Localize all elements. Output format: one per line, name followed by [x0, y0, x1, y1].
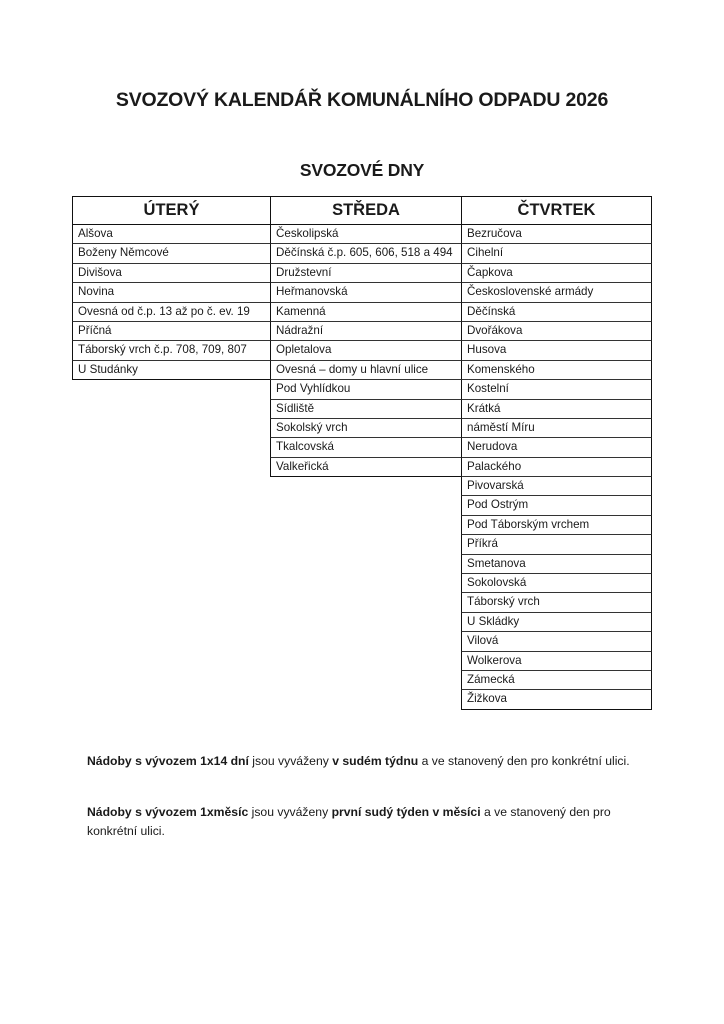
column-header: ÚTERÝ: [72, 196, 271, 225]
column-header: ČTVRTEK: [461, 196, 652, 225]
day-column-uteri: [72, 196, 271, 380]
section-title: SVOZOVÉ DNY: [299, 160, 425, 180]
street-cell: Heřmanovská: [270, 283, 462, 302]
street-cell: Družstevní: [270, 264, 462, 283]
street-cell: Komenského: [461, 361, 652, 380]
street-cell: Čapkova: [461, 264, 652, 283]
street-cell: Kamenná: [270, 303, 462, 322]
street-cell: Smetanova: [461, 555, 652, 574]
column-header: STŘEDA: [270, 196, 462, 225]
street-cell: náměstí Míru: [461, 419, 652, 438]
street-cell: Pod Táborským vrchem: [461, 516, 652, 535]
street-cell: Sokolský vrch: [270, 419, 462, 438]
note-emphasis: první sudý týden v měsíci: [331, 805, 481, 819]
street-cell: Krátká: [461, 400, 652, 419]
street-cell: Zámecká: [461, 671, 652, 690]
street-cell: Pivovarská: [461, 477, 652, 496]
note-emphasis: Nádoby s vývozem 1x14 dní: [87, 754, 249, 768]
street-cell: Husova: [461, 341, 652, 360]
day-column-streda: [270, 196, 462, 477]
street-cell: Dvořákova: [461, 322, 652, 341]
street-cell: Táborský vrch č.p. 708, 709, 807: [72, 341, 271, 360]
document-title: SVOZOVÝ KALENDÁŘ KOMUNÁLNÍHO ODPADU 2026: [115, 89, 609, 111]
note-monthly: [87, 803, 647, 841]
note-text: a ve stanovený den pro konkrétní ulici.: [418, 754, 630, 768]
street-cell: Wolkerova: [461, 652, 652, 671]
street-cell: Děčínská: [461, 303, 652, 322]
street-cell: Tkalcovská: [270, 438, 462, 457]
street-cell: Opletalova: [270, 341, 462, 360]
note-biweekly: [87, 752, 647, 771]
street-cell: Sídliště: [270, 400, 462, 419]
note-emphasis: Nádoby s vývozem 1xměsíc: [87, 805, 249, 819]
street-cell: Děčínská č.p. 605, 606, 518 a 494: [270, 244, 462, 263]
day-column-ctvrtek: [461, 196, 652, 710]
street-cell: Sokolovská: [461, 574, 652, 593]
street-cell: Pod Vyhlídkou: [270, 380, 462, 399]
street-cell: Divišova: [72, 264, 271, 283]
street-cell: Nádražní: [270, 322, 462, 341]
street-cell: Cihelní: [461, 244, 652, 263]
street-cell: Palackého: [461, 458, 652, 477]
note-text: jsou vyváženy: [248, 754, 333, 768]
street-cell: Žižkova: [461, 690, 652, 709]
note-text: jsou vyváženy: [248, 805, 332, 819]
note-text: a ve stanovený den pro konkrétní ulici.: [87, 805, 611, 838]
street-cell: Kostelní: [461, 380, 652, 399]
street-cell: Československé armády: [461, 283, 652, 302]
street-cell: Ovesná od č.p. 13 až po č. ev. 19: [72, 303, 271, 322]
note-emphasis: v sudém týdnu: [332, 754, 419, 768]
street-cell: Příčná: [72, 322, 271, 341]
street-cell: Nerudova: [461, 438, 652, 457]
street-cell: Vilová: [461, 632, 652, 651]
street-cell: Ovesná – domy u hlavní ulice: [270, 361, 462, 380]
street-cell: Českolipská: [270, 225, 462, 244]
street-cell: U Skládky: [461, 613, 652, 632]
street-cell: Boženy Němcové: [72, 244, 271, 263]
street-cell: Alšova: [72, 225, 271, 244]
street-cell: Táborský vrch: [461, 593, 652, 612]
street-cell: U Studánky: [72, 361, 271, 380]
street-cell: Novina: [72, 283, 271, 302]
street-cell: Příkrá: [461, 535, 652, 554]
street-cell: Bezručova: [461, 225, 652, 244]
street-cell: Pod Ostrým: [461, 496, 652, 515]
street-cell: Valkeřická: [270, 458, 462, 477]
